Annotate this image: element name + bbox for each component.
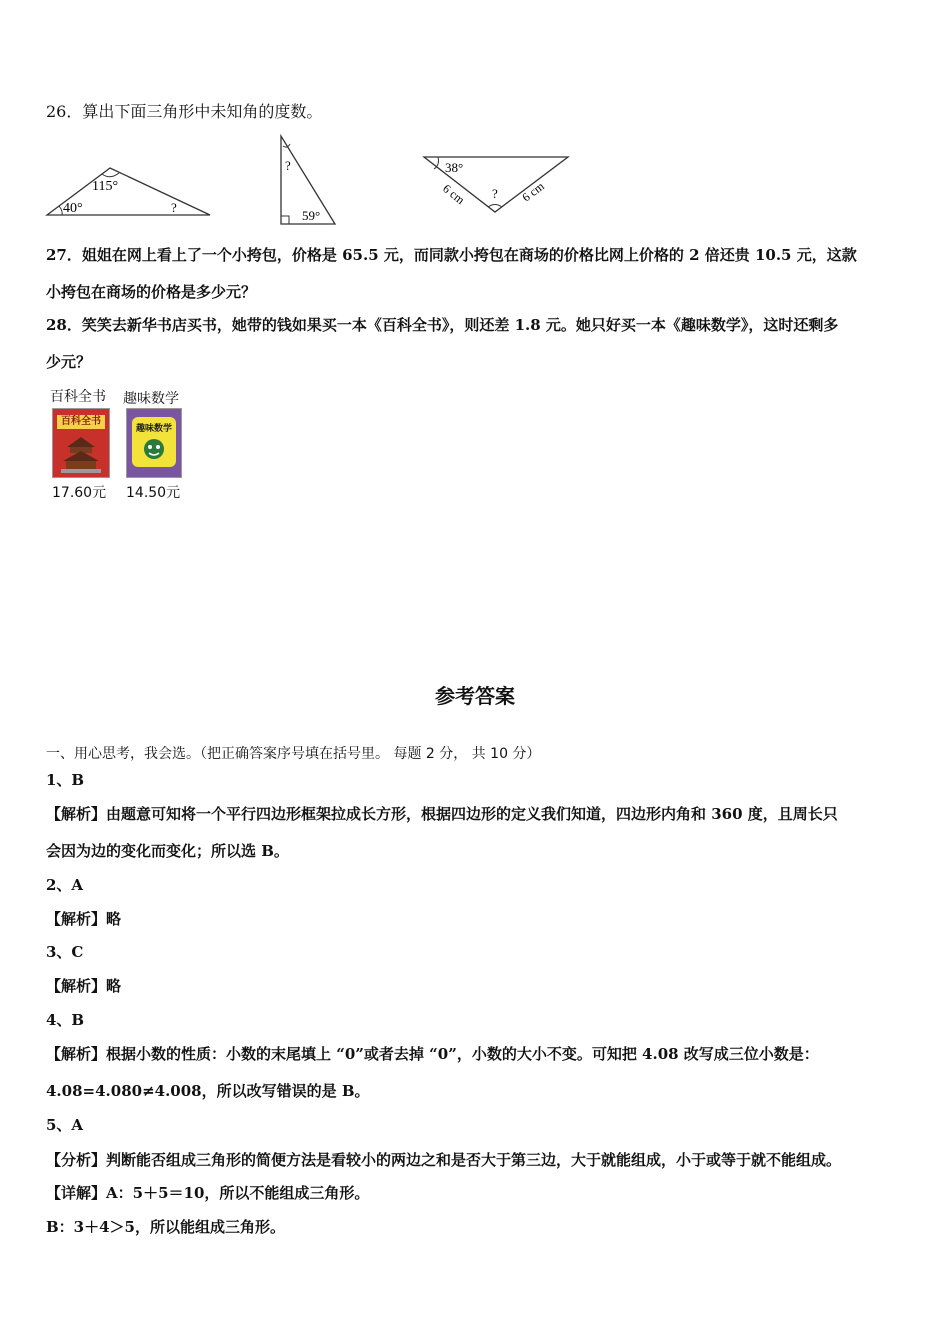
triangle-1-left-angle: 40°: [63, 201, 83, 216]
answer-5-line-2: 【详解】A：5＋5＝10，所以不能组成三角形。: [46, 1184, 370, 1202]
triangle-1-unknown-angle: ?: [171, 200, 177, 215]
question-26-text: 26．算出下面三角形中未知角的度数。: [46, 102, 323, 121]
book-2-cover-label: 趣味数学: [135, 424, 172, 434]
question-28-line-2: 少元？: [46, 353, 92, 371]
question-28-line-1: 28．笑笑去新华书店买书，她带的钱如果买一本《百科全书》，则还差 1.8 元。她只好买一本《趣味数学》，这时还剩多: [46, 316, 839, 334]
book-2-title: 趣味数学: [123, 391, 179, 407]
answer-5-line-3: B：3＋4＞5，所以能组成三角形。: [46, 1218, 285, 1236]
answer-1-line-2: 会因为边的变化而变化；所以选 B。: [46, 842, 289, 860]
triangle-3-unknown-angle: ?: [492, 186, 498, 201]
question-27-line-1: 27．姐姐在网上看上了一个小挎包，价格是 65.5 元，而同款小挎包在商场的价格比网上价格的 2 倍还贵 10.5 元，这款: [46, 246, 857, 264]
answer-4-line-1: 【解析】根据小数的性质：小数的末尾填上 “0”或者去掉 “0”，小数的大小不变。可知把 4.08 改写成三位小数是：: [46, 1045, 819, 1063]
answer-2-number: 2、A: [46, 876, 84, 894]
triangle-2-bottom-angle: 59°: [302, 208, 321, 223]
temple-icon: [61, 435, 101, 473]
triangle-3-figure: [420, 152, 574, 218]
triangle-3-right-side: 6 cm: [519, 178, 547, 205]
answer-1-number: 1、B: [46, 771, 85, 789]
answer-heading: 参考答案: [435, 684, 515, 708]
answer-5-number: 5、A: [46, 1116, 84, 1134]
triangle-1-figure: [44, 160, 214, 220]
book-2-price: 14.50元: [126, 485, 181, 501]
triangle-2-figure: [272, 132, 342, 228]
triangle-3-top-left-angle: 38°: [445, 160, 464, 175]
book-1-price: 17.60元: [52, 485, 107, 501]
triangle-2-unknown-angle: ?: [285, 158, 291, 173]
triangle-3-left-side: 6 cm: [440, 181, 468, 207]
book-1-cover: [52, 408, 110, 478]
triangle-1-top-angle: 115°: [92, 179, 119, 194]
answer-3-number: 3、C: [46, 943, 84, 961]
book-1-title: 百科全书: [50, 389, 106, 405]
answer-5-line-1: 【分析】判断能否组成三角形的简便方法是看较小的两边之和是否大于第三边，大于就能组成，小于或等于就不能组成。: [46, 1151, 842, 1169]
book-2-cover: [126, 408, 182, 478]
answer-section-1: 一、用心思考，我会选。（把正确答案序号填在括号里。 每题 2 分， 共 10 分）: [46, 746, 541, 762]
book-1-cover-label: 百科全书: [57, 415, 105, 429]
question-27-line-2: 小挎包在商场的价格是多少元？: [46, 283, 257, 301]
cartoon-character-icon: [141, 437, 167, 461]
answer-2-text: 【解析】略: [46, 910, 122, 928]
answer-3-text: 【解析】略: [46, 977, 122, 995]
answer-1-line-1: 【解析】由题意可知将一个平行四边形框架拉成长方形，根据四边形的定义我们知道，四边形内角和 360 度，且周长只: [46, 805, 838, 823]
answer-4-number: 4、B: [46, 1011, 85, 1029]
answer-4-line-2: 4.08=4.080≠4.008，所以改写错误的是 B。: [46, 1082, 370, 1100]
